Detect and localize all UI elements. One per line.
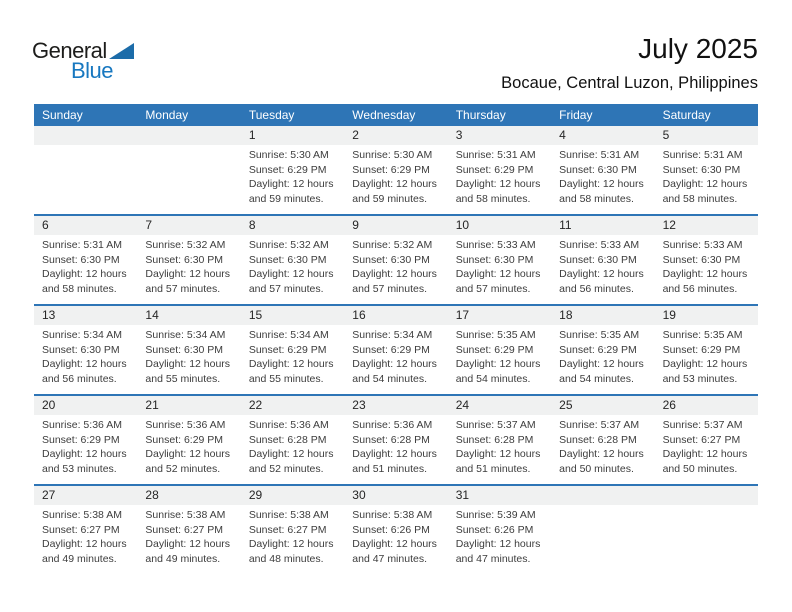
sunset-text: Sunset: 6:29 PM [145,433,224,446]
daylight-text: Daylight: 12 hours and 56 minutes. [559,268,644,295]
day-cell-10 [448,216,551,304]
day-cell-7 [137,216,240,304]
day-number: 29 [241,486,344,505]
daylight-text: Daylight: 12 hours and 52 minutes. [248,448,334,475]
daylight-text: Daylight: 12 hours and 53 minutes. [662,358,748,385]
day-number: 19 [655,306,758,325]
daylight-text: Daylight: 12 hours and 57 minutes. [145,268,231,295]
sunset-text: Sunset: 6:29 PM [248,163,327,176]
sunrise-text: Sunrise: 5:36 AM [145,419,226,431]
sunset-text: Sunset: 6:27 PM [662,433,741,446]
day-cell-21 [137,396,240,484]
day-number: 26 [655,396,758,415]
day-number: 3 [448,126,551,145]
weekday-header-row [34,104,758,126]
sunset-text: Sunset: 6:27 PM [248,523,327,536]
daylight-text: Daylight: 12 hours and 47 minutes. [455,538,541,565]
sunrise-text: Sunrise: 5:38 AM [248,509,329,521]
sunrise-text: Sunrise: 5:36 AM [352,419,433,431]
sunset-text: Sunset: 6:30 PM [145,253,224,266]
sunrise-text: Sunrise: 5:32 AM [352,239,433,251]
weekday-header-monday: Monday [145,108,189,122]
sunrise-text: Sunrise: 5:35 AM [559,329,640,341]
sunrise-text: Sunrise: 5:30 AM [352,149,433,161]
sunrise-text: Sunrise: 5:31 AM [42,239,122,251]
daylight-text: Daylight: 12 hours and 55 minutes. [248,358,334,385]
day-details [137,505,240,566]
day-cell-23 [344,396,447,484]
day-cell-27 [34,486,137,574]
day-details [137,235,240,296]
sunset-text: Sunset: 6:30 PM [248,253,327,266]
day-number: 4 [551,126,654,145]
day-number: 24 [448,396,551,415]
sunrise-text: Sunrise: 5:31 AM [455,149,536,161]
day-number: 25 [551,396,654,415]
day-details [344,415,447,476]
daylight-text: Daylight: 12 hours and 58 minutes. [42,268,127,295]
day-details [655,325,758,386]
empty-day-cell [655,486,758,574]
sunset-text: Sunset: 6:28 PM [559,433,637,446]
day-cell-15 [241,306,344,394]
sunset-text: Sunset: 6:30 PM [559,163,637,176]
day-details [137,415,240,476]
day-number: 21 [137,396,240,415]
day-number: 15 [241,306,344,325]
day-details [448,145,551,206]
day-cell-31 [448,486,551,574]
daylight-text: Daylight: 12 hours and 57 minutes. [455,268,541,295]
day-cell-5 [655,126,758,214]
daylight-text: Daylight: 12 hours and 58 minutes. [455,178,541,205]
sunrise-text: Sunrise: 5:37 AM [559,419,640,431]
title-block [501,34,758,93]
daylight-text: Daylight: 12 hours and 56 minutes. [42,358,127,385]
daylight-text: Daylight: 12 hours and 54 minutes. [559,358,644,385]
page-title: July 2025 [638,33,758,64]
day-details [344,325,447,386]
sunrise-text: Sunrise: 5:34 AM [42,329,122,341]
sunset-text: Sunset: 6:29 PM [455,343,534,356]
day-details [241,325,344,386]
sunset-text: Sunset: 6:29 PM [455,163,534,176]
daylight-text: Daylight: 12 hours and 56 minutes. [662,268,748,295]
day-number: 10 [448,216,551,235]
day-number: 22 [241,396,344,415]
logo-triangle-icon [109,43,134,59]
day-number: 14 [137,306,240,325]
sunset-text: Sunset: 6:29 PM [352,163,430,176]
day-details [551,325,654,386]
sunset-text: Sunset: 6:30 PM [662,163,741,176]
day-details [448,415,551,476]
sunrise-text: Sunrise: 5:31 AM [662,149,743,161]
sunrise-text: Sunrise: 5:37 AM [455,419,536,431]
day-cell-1 [241,126,344,214]
day-details [344,235,447,296]
day-details [655,145,758,206]
daylight-text: Daylight: 12 hours and 54 minutes. [352,358,437,385]
sunrise-text: Sunrise: 5:30 AM [248,149,329,161]
day-number: 1 [241,126,344,145]
week-row [34,214,758,304]
day-details [344,145,447,206]
day-details [137,325,240,386]
day-number: 7 [137,216,240,235]
day-details [34,325,137,386]
day-number: 23 [344,396,447,415]
day-cell-17 [448,306,551,394]
day-details [34,235,137,296]
sunrise-text: Sunrise: 5:37 AM [662,419,743,431]
sunrise-text: Sunrise: 5:32 AM [145,239,226,251]
week-row [34,304,758,394]
sunrise-text: Sunrise: 5:34 AM [145,329,226,341]
sunrise-text: Sunrise: 5:34 AM [248,329,329,341]
daylight-text: Daylight: 12 hours and 51 minutes. [455,448,541,475]
calendar-table [34,104,758,574]
day-cell-8 [241,216,344,304]
sunrise-text: Sunrise: 5:35 AM [455,329,536,341]
sunrise-text: Sunrise: 5:35 AM [662,329,743,341]
logo-text-blue: Blue [71,58,114,83]
day-number: 18 [551,306,654,325]
daylight-text: Daylight: 12 hours and 52 minutes. [145,448,231,475]
day-details [241,235,344,296]
sunrise-text: Sunrise: 5:38 AM [145,509,226,521]
day-details [241,505,344,566]
week-row [34,394,758,484]
sunset-text: Sunset: 6:28 PM [455,433,534,446]
sunrise-text: Sunrise: 5:38 AM [352,509,433,521]
daylight-text: Daylight: 12 hours and 59 minutes. [248,178,334,205]
day-cell-9 [344,216,447,304]
page-subtitle: Bocaue, Central Luzon, Philippines [501,74,758,92]
sunset-text: Sunset: 6:29 PM [559,343,637,356]
day-number: 2 [344,126,447,145]
daylight-text: Daylight: 12 hours and 51 minutes. [352,448,437,475]
day-number: 6 [34,216,137,235]
day-number: 20 [34,396,137,415]
sunrise-text: Sunrise: 5:33 AM [455,239,536,251]
day-details [241,415,344,476]
weekday-header-wednesday: Wednesday [352,108,416,122]
day-number: 9 [344,216,447,235]
logo-text-general: General [32,38,107,63]
day-cell-14 [137,306,240,394]
daylight-text: Daylight: 12 hours and 47 minutes. [352,538,437,565]
day-number [655,486,758,505]
day-details [448,325,551,386]
day-number: 16 [344,306,447,325]
day-number [137,126,240,145]
sunset-text: Sunset: 6:26 PM [455,523,534,536]
sunrise-text: Sunrise: 5:38 AM [42,509,122,521]
sunset-text: Sunset: 6:30 PM [559,253,637,266]
day-details [551,145,654,206]
day-cell-20 [34,396,137,484]
week-row [34,484,758,574]
day-number: 11 [551,216,654,235]
day-cell-6 [34,216,137,304]
day-number: 13 [34,306,137,325]
day-number [34,126,137,145]
daylight-text: Daylight: 12 hours and 48 minutes. [248,538,334,565]
daylight-text: Daylight: 12 hours and 59 minutes. [352,178,437,205]
daylight-text: Daylight: 12 hours and 57 minutes. [248,268,334,295]
sunset-text: Sunset: 6:28 PM [248,433,327,446]
weekday-header-thursday: Thursday [455,108,506,122]
daylight-text: Daylight: 12 hours and 49 minutes. [42,538,127,565]
day-details [344,505,447,566]
day-cell-28 [137,486,240,574]
day-details [655,415,758,476]
day-details [34,415,137,476]
week-row [34,126,758,214]
day-details [551,235,654,296]
day-number: 30 [344,486,447,505]
daylight-text: Daylight: 12 hours and 50 minutes. [662,448,748,475]
day-number: 31 [448,486,551,505]
daylight-text: Daylight: 12 hours and 49 minutes. [145,538,231,565]
sunset-text: Sunset: 6:30 PM [662,253,741,266]
day-cell-22 [241,396,344,484]
sunrise-text: Sunrise: 5:36 AM [42,419,122,431]
day-cell-26 [655,396,758,484]
empty-day-cell [137,126,240,214]
daylight-text: Daylight: 12 hours and 53 minutes. [42,448,127,475]
sunset-text: Sunset: 6:30 PM [42,253,120,266]
daylight-text: Daylight: 12 hours and 54 minutes. [455,358,541,385]
weekday-header-tuesday: Tuesday [248,108,295,122]
day-cell-19 [655,306,758,394]
day-number: 17 [448,306,551,325]
weekday-header-sunday: Sunday [42,108,83,122]
sunrise-text: Sunrise: 5:39 AM [455,509,536,521]
sunset-text: Sunset: 6:26 PM [352,523,430,536]
sunrise-text: Sunrise: 5:33 AM [559,239,640,251]
empty-day-cell [551,486,654,574]
day-cell-25 [551,396,654,484]
weekday-header-friday: Friday [559,108,593,122]
sunset-text: Sunset: 6:28 PM [352,433,430,446]
day-cell-24 [448,396,551,484]
day-details [448,235,551,296]
day-cell-3 [448,126,551,214]
general-blue-logo [32,38,134,83]
day-number: 28 [137,486,240,505]
sunset-text: Sunset: 6:30 PM [42,343,120,356]
daylight-text: Daylight: 12 hours and 58 minutes. [662,178,748,205]
day-number: 27 [34,486,137,505]
day-cell-11 [551,216,654,304]
sunset-text: Sunset: 6:29 PM [352,343,430,356]
sunset-text: Sunset: 6:29 PM [248,343,327,356]
day-number [551,486,654,505]
sunset-text: Sunset: 6:27 PM [145,523,224,536]
sunrise-text: Sunrise: 5:31 AM [559,149,640,161]
day-cell-13 [34,306,137,394]
sunrise-text: Sunrise: 5:36 AM [248,419,329,431]
daylight-text: Daylight: 12 hours and 58 minutes. [559,178,644,205]
sunrise-text: Sunrise: 5:32 AM [248,239,329,251]
daylight-text: Daylight: 12 hours and 55 minutes. [145,358,231,385]
weekday-header-saturday: Saturday [662,108,711,122]
day-cell-4 [551,126,654,214]
day-cell-30 [344,486,447,574]
calendar-body [34,126,758,574]
daylight-text: Daylight: 12 hours and 57 minutes. [352,268,437,295]
day-number: 12 [655,216,758,235]
sunrise-text: Sunrise: 5:33 AM [662,239,743,251]
day-cell-2 [344,126,447,214]
sunset-text: Sunset: 6:29 PM [662,343,741,356]
day-number: 8 [241,216,344,235]
day-details [551,415,654,476]
sunset-text: Sunset: 6:27 PM [42,523,120,536]
day-details [34,505,137,566]
day-details [655,235,758,296]
day-cell-12 [655,216,758,304]
day-number: 5 [655,126,758,145]
daylight-text: Daylight: 12 hours and 50 minutes. [559,448,644,475]
sunrise-text: Sunrise: 5:34 AM [352,329,433,341]
empty-day-cell [34,126,137,214]
sunset-text: Sunset: 6:30 PM [352,253,430,266]
day-details [241,145,344,206]
sunset-text: Sunset: 6:29 PM [42,433,120,446]
sunset-text: Sunset: 6:30 PM [145,343,224,356]
day-cell-29 [241,486,344,574]
sunset-text: Sunset: 6:30 PM [455,253,534,266]
day-details [448,505,551,566]
day-cell-16 [344,306,447,394]
day-cell-18 [551,306,654,394]
